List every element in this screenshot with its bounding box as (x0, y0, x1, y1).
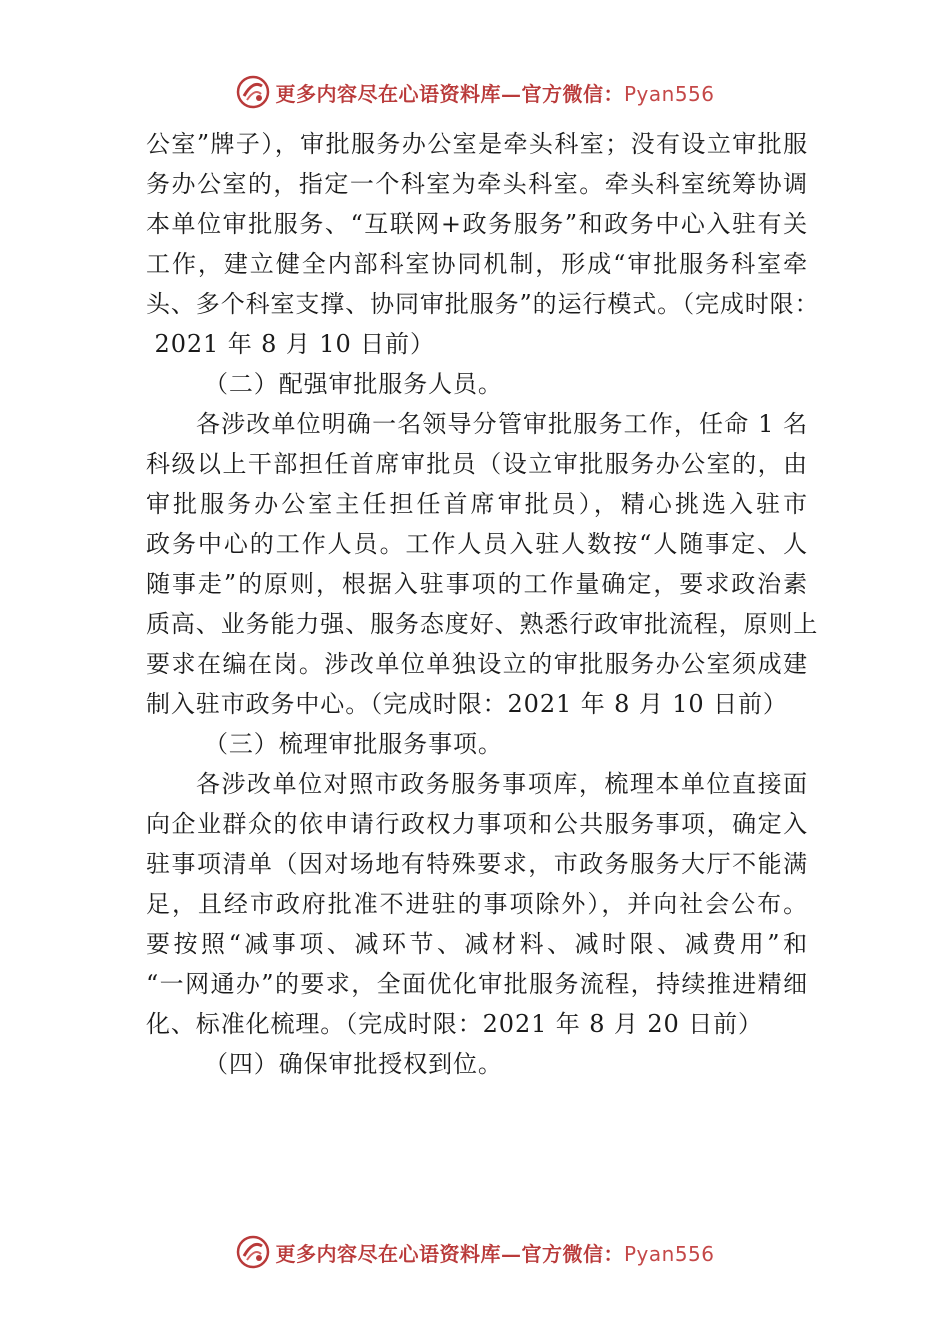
text-line: 公室”牌子），审批服务办公室是牵头科室；没有设立审批服 (146, 130, 808, 158)
text-line: 2021 年 8 月 10 日前） (146, 330, 435, 358)
text-line: 各涉改单位明确一名领导分管审批服务工作，任命 1 名 (196, 410, 808, 438)
text-line: 足，且经市政府批准不进驻的事项除外），并向社会公布。 (146, 890, 808, 918)
text-line: “一网通办”的要求，全面优化审批服务流程，持续推进精细 (146, 970, 808, 998)
header-banner (0, 68, 950, 116)
paragraph (146, 404, 819, 724)
section-heading: （四）确保审批授权到位。 (204, 1050, 503, 1078)
text-line: 审批服务办公室主任担任首席审批员），精心挑选入驻市 (146, 490, 808, 518)
footer-banner (0, 1228, 950, 1276)
text-line: 驻事项清单（因对场地有特殊要求，市政务服务大厅不能满 (146, 850, 808, 878)
logo-icon (235, 74, 271, 110)
section-heading: （三）梳理审批服务事项。 (204, 730, 503, 758)
text-line: 要按照“减事项、减环节、减材料、减时限、减费用”和 (146, 930, 808, 958)
document-body (146, 124, 820, 1084)
banner-title: 更多内容尽在心语资料库—官方微信：Pyan556 (275, 81, 715, 106)
text-line: 化、标准化梳理。（完成时限：2021 年 8 月 20 日前） (146, 1010, 763, 1038)
text-line: 本单位审批服务、“互联网+政务服务”和政务中心入驻有关 (146, 210, 808, 238)
text-line: 制入驻市政务中心。（完成时限：2021 年 8 月 10 日前） (146, 690, 788, 718)
text-line: 要求在编在岗。涉改单位单独设立的审批服务办公室须成建 (146, 650, 808, 678)
text-line: 各涉改单位对照市政务服务事项库，梳理本单位直接面 (196, 770, 808, 798)
text-line: 科级以上干部担任首席审批员（设立审批服务办公室的，由 (146, 450, 808, 478)
text-line: 政务中心的工作人员。工作人员入驻人数按“人随事定、人 (146, 530, 808, 558)
paragraph (146, 764, 808, 1044)
text-line: 工作，建立健全内部科室协同机制，形成“审批服务科室牵 (146, 250, 808, 278)
text-line: 随事走”的原则，根据入驻事项的工作量确定，要求政治素 (146, 570, 808, 598)
section-heading: （二）配强审批服务人员。 (204, 370, 503, 398)
paragraph-continuation (146, 124, 820, 364)
text-line: 头、多个科室支撑、协同审批服务”的运行模式。（完成时限： (146, 290, 820, 318)
banner-title: 更多内容尽在心语资料库—官方微信：Pyan556 (275, 1241, 715, 1266)
text-line: 向企业群众的依申请行政权力事项和公共服务事项，确定入 (146, 810, 808, 838)
text-line: 质高、业务能力强、服务态度好、熟悉行政审批流程，原则上 (146, 610, 819, 638)
logo-icon (235, 1234, 271, 1270)
text-line: 务办公室的，指定一个科室为牵头科室。牵头科室统筹协调 (146, 170, 808, 198)
